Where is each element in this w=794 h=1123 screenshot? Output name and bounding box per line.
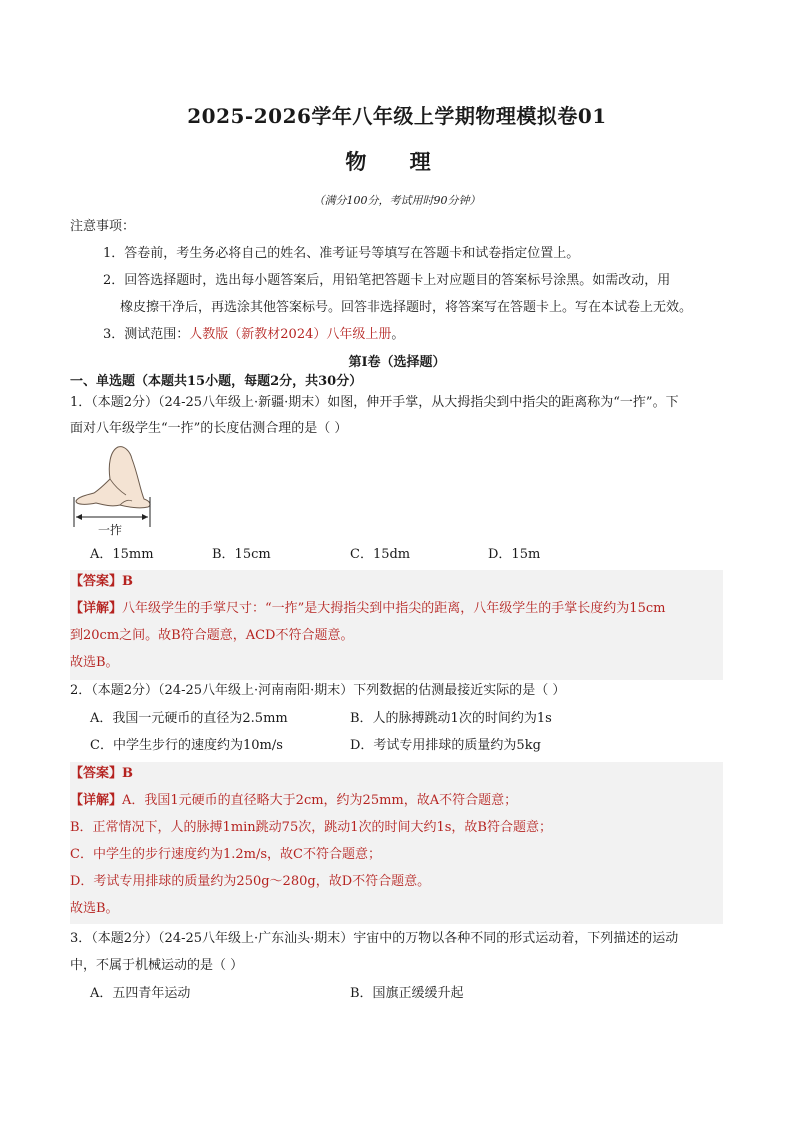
exam-title: 2025-2026学年八年级上学期物理模拟卷01 (187, 104, 607, 128)
notes-item-3-prefix: 3．测试范围： (103, 327, 190, 342)
q3-stem-line-2: 中，不属于机械运动的是（ ） (70, 958, 244, 973)
q2-detail-line-3: C．中学生的步行速度约为1.2m/s，故C不符合题意； (70, 847, 381, 862)
q2-conclusion: 故选B。 (70, 901, 119, 916)
q3-option-a: A．五四青年运动 (90, 986, 191, 1001)
q2-answer-label: 【答案】 (70, 766, 123, 781)
q2-detail-text-1: A．我国1元硬币的直径略大于2cm，约为25mm，故A不符合题意； (122, 793, 518, 808)
section-title: 第Ⅰ卷（选择题） (348, 355, 446, 370)
q1-answer-box (70, 570, 723, 680)
notes-item-3 (103, 326, 404, 344)
q1-stem-line-2: 面对八年级学生“一拃”的长度估测合理的是（ ） (70, 421, 348, 436)
q1-detail-line-2: 到20cm之间。故B符合题意，ACD不符合题意。 (70, 628, 354, 643)
full-mark-note: （满分100分，考试用时90分钟） (313, 194, 481, 207)
q1-conclusion: 故选B。 (70, 655, 119, 670)
q1-option-d: D．15m (488, 547, 541, 562)
q1-stem-line-1: 1．（本题2分）（24-25八年级上·新疆·期末）如图，伸开手掌，从大拇指尖到中指尖的距离称为“一拃”。下 (70, 395, 679, 410)
q1-option-b: B．15cm (212, 547, 271, 562)
q2-option-d: D．考试专用排球的质量约为5kg (350, 738, 541, 753)
q2-answer-box (70, 762, 723, 924)
part-title: 一、单选题（本题共15小题，每题2分，共30分） (70, 374, 363, 389)
notes-heading: 注意事项： (70, 219, 136, 234)
q2-answer-value: B (122, 766, 134, 781)
q2-answer (70, 765, 133, 783)
q2-option-c: C．中学生步行的速度约为10m/s (90, 738, 283, 753)
q1-answer (70, 573, 133, 591)
hand-span-label: 一拃 (98, 523, 123, 537)
notes-item-1: 1．答卷前，考生务必将自己的姓名、准考证号等填写在答题卡和试卷指定位置上。 (103, 246, 580, 261)
q1-detail-line-1 (70, 600, 665, 618)
q2-stem: 2．（本题2分）（24-25八年级上·河南南阳·期末）下列数据的估测最接近实际的是（ ） (70, 683, 566, 698)
q1-answer-value: B (122, 574, 134, 589)
subject-title: 物 理 (345, 149, 449, 174)
notes-item-2-cont: 橡皮擦干净后，再选涂其他答案标号。回答非选择题时，将答案写在答题卡上。写在本试卷上无效。 (120, 300, 693, 315)
notes-item-3-scope: 人教版（新教材2024）八年级上册 (189, 327, 392, 342)
q1-detail-text-1: 八年级学生的手掌尺寸：“一拃”是大拇指尖到中指尖的距离，八年级学生的手掌长度约为15cm (122, 601, 666, 616)
q3-option-b: B．国旗正缓缓升起 (350, 986, 464, 1001)
q1-option-c: C．15dm (350, 547, 411, 562)
q2-option-a: A．我国一元硬币的直径为2.5mm (90, 711, 288, 726)
notes-item-2: 2．回答选择题时，选出每小题答案后，用铅笔把答题卡上对应题目的答案标号涂黑。如需改动，用 (103, 273, 671, 288)
q2-detail-line-4: D．考试专用排球的质量约为250g～280g，故D不符合题意。 (70, 874, 431, 889)
q2-detail-line-1 (70, 792, 517, 810)
notes-item-3-suffix: 。 (391, 327, 405, 342)
q3-stem-line-1: 3．（本题2分）（24-25八年级上·广东汕头·期末）宇宙中的万物以各种不同的形式运动着，下列描述的运动 (70, 931, 679, 946)
q1-answer-label: 【答案】 (70, 574, 123, 589)
q2-detail-label: 【详解】 (70, 793, 123, 808)
q1-detail-label: 【详解】 (70, 601, 123, 616)
q2-option-b: B．人的脉搏跳动1次的时间约为1s (350, 711, 552, 726)
q2-detail-line-2: B．正常情况下，人的脉搏1min跳动75次，跳动1次的时间大约1s，故B符合题意； (70, 820, 552, 835)
q1-option-a: A．15mm (90, 547, 154, 562)
